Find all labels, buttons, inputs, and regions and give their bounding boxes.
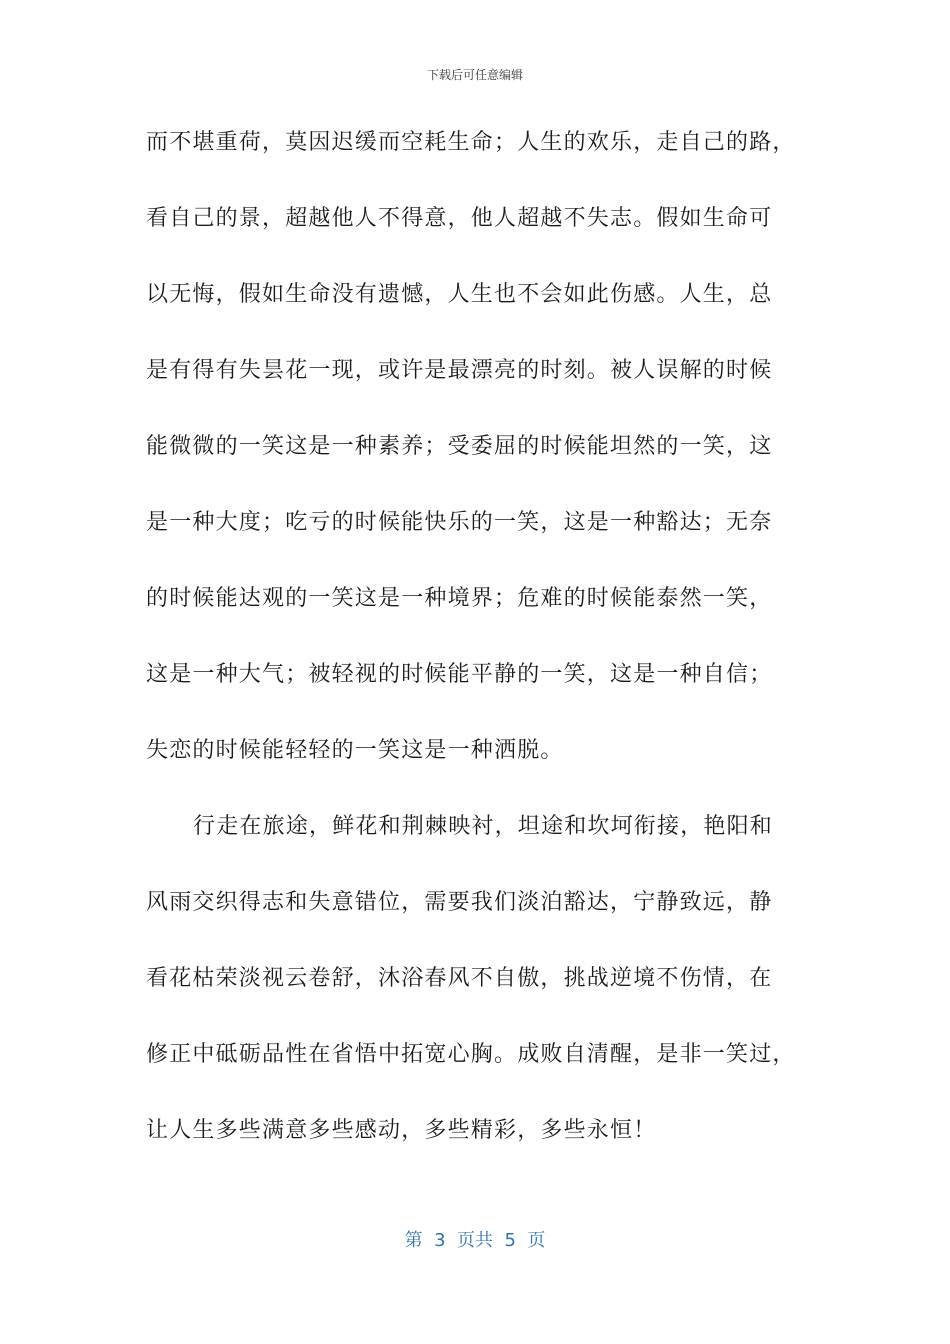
text-line-indented: 行走在旅途，鲜花和荆棘映衬，坦途和坎坷衔接，艳阳和 xyxy=(193,814,774,839)
page-footer: 第 3 页共 5 页 xyxy=(404,1230,546,1251)
text-line: 是一种大度；吃亏的时候能快乐的一笑，这是一种豁达；无奈 xyxy=(146,510,773,535)
text-line: 看自己的景，超越他人不得意，他人超越不失志。假如生命可 xyxy=(146,206,773,231)
text-line: 修正中砥砺品性在省悟中拓宽心胸。成败自清醒，是非一笑过， xyxy=(146,1042,796,1067)
page-header: 下载后可任意编辑 xyxy=(426,68,523,82)
text-line: 是有得有失昙花一现，或许是最漂亮的时刻。被人误解的时候 xyxy=(146,358,773,383)
text-line: 这是一种大气；被轻视的时候能平静的一笑，这是一种自信； xyxy=(146,662,773,687)
text-line: 而不堪重荷，莫因迟缓而空耗生命；人生的欢乐，走自己的路， xyxy=(146,130,796,155)
text-line: 看花枯荣淡视云卷舒，沐浴春风不自傲，挑战逆境不伤情，在 xyxy=(146,966,773,991)
text-line: 风雨交织得志和失意错位，需要我们淡泊豁达，宁静致远，静 xyxy=(146,890,773,915)
text-line: 能微微的一笑这是一种素养；受委屈的时候能坦然的一笑，这 xyxy=(146,434,773,459)
text-line: 以无悔，假如生命没有遗憾，人生也不会如此伤感。人生，总 xyxy=(146,282,773,307)
text-line: 的时候能达观的一笑这是一种境界；危难的时候能泰然一笑， xyxy=(146,586,773,611)
text-line: 让人生多些满意多些感动，多些精彩，多些永恒！ xyxy=(146,1118,657,1143)
text-line: 失恋的时候能轻轻的一笑这是一种洒脱。 xyxy=(146,738,564,763)
